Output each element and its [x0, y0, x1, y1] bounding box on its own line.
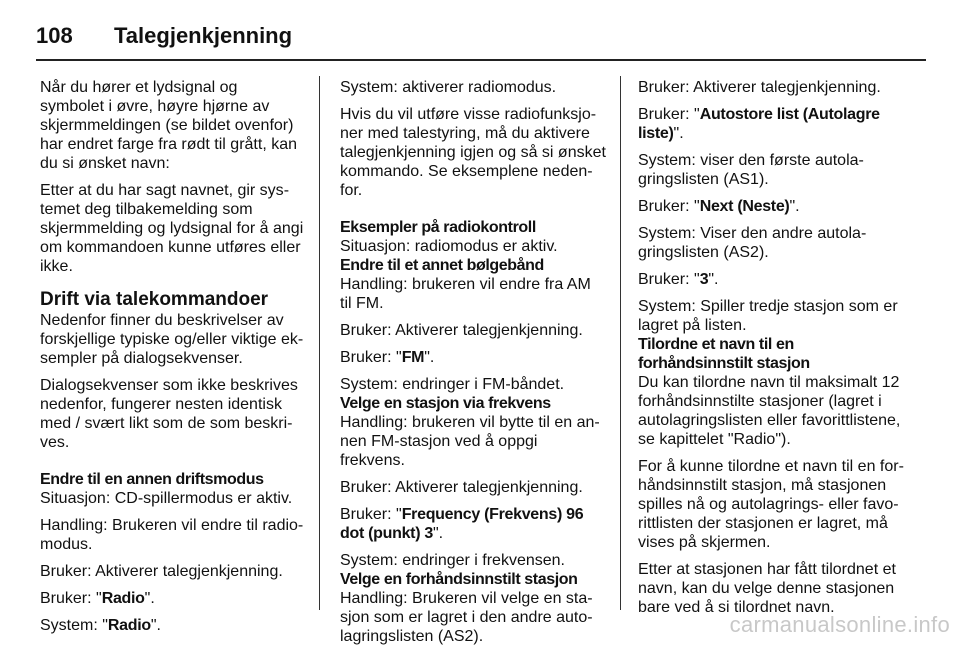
paragraph: Etter at stasjonen har fått tilordnet et navn, kan du velge denne stasjonen bare ved å si tilordnet navn.	[638, 561, 896, 616]
command-line	[340, 505, 606, 543]
paragraph: Bruker: Aktiverer talegjenkjenning.	[638, 79, 881, 96]
text: ".	[432, 525, 444, 542]
text: ".	[144, 590, 155, 607]
text: Bruker: "	[40, 590, 102, 607]
paragraph: Handling: brukeren vil bytte til en annen FM-stasjon ved å oppgi frekvens.	[340, 414, 600, 469]
paragraph: Bruker: Aktiverer talegjenkjenning.	[340, 322, 583, 339]
paragraph: System: endringer i frekvensen.	[340, 552, 565, 569]
column-divider-2	[620, 76, 621, 610]
voice-command: Autostore list (Autolagre liste)	[638, 106, 880, 142]
subsection-heading: Endre til et annet bølgebånd	[340, 257, 544, 274]
text: Bruker: "	[340, 349, 402, 366]
paragraph: System: Spiller tredje stasjon som er lagret på listen.	[638, 298, 898, 334]
paragraph: Situasjon: CD-spillermodus er aktiv.	[40, 490, 293, 507]
paragraph: System: viser den første autolagringslisten (AS1).	[638, 152, 864, 188]
page-number: 108	[36, 23, 73, 48]
column-3	[638, 78, 904, 625]
paragraph: System: endringer i FM-båndet.	[340, 376, 565, 393]
text: ".	[708, 271, 719, 288]
column-divider-1	[319, 76, 320, 610]
voice-command: 3	[699, 271, 709, 288]
watermark: carmanualsonline.info	[729, 612, 950, 637]
text: Bruker: "	[340, 506, 402, 523]
paragraph: For å kunne tilordne et navn til en forhåndsinnstilt stasjon, må stasjonen spilles nå og autolagrings- eller favorittlisten der stasjonen er lagret, må vises på skjermen.	[638, 458, 904, 551]
text: ".	[789, 198, 800, 215]
text: Bruker: "	[638, 271, 700, 288]
page-header	[36, 16, 926, 56]
paragraph: Handling: Brukeren vil endre til radiomodus.	[40, 517, 304, 553]
command-line	[638, 197, 904, 216]
column-2	[340, 78, 606, 654]
command-line	[40, 589, 304, 608]
voice-command: FM	[401, 349, 425, 366]
paragraph: Når du hører et lydsignal og symbolet i øvre, høyre hjørne av skjermmeldingen (se bildet ovenfor) har endret farge fra rødt til grått, kan du si ønsket navn:	[40, 79, 298, 172]
subsection-heading: Velge en stasjon via frekvens	[340, 395, 551, 412]
subsection-heading: Endre til en annen driftsmodus	[40, 471, 264, 488]
voice-command: Radio	[107, 617, 151, 634]
subsection-heading: Tilordne et navn til en forhåndsinnstilt stasjon	[638, 336, 810, 372]
paragraph: Bruker: Aktiverer talegjenkjenning.	[340, 479, 583, 496]
paragraph: Hvis du vil utføre visse radiofunksjoner med talestyring, må du aktivere talegjenkjenning igjen og så si ønsket kommando. Se eksemplene nedenfor.	[340, 106, 606, 199]
voice-command: Radio	[101, 590, 145, 607]
header-rule	[36, 59, 926, 61]
command-line	[340, 348, 606, 367]
section-heading: Drift via talekommandoer	[40, 289, 269, 310]
page-title: Talegjenkjenning	[114, 23, 293, 48]
text: Bruker: "	[638, 106, 700, 123]
paragraph: Etter at du har sagt navnet, gir systemet deg tilbakemelding som skjermmelding og lydsignal for å angi om kommandoen kunne utføres eller ikke.	[40, 182, 304, 275]
voice-command: Next (Neste)	[699, 198, 790, 215]
command-line	[638, 105, 904, 143]
text: System: "	[40, 617, 108, 634]
paragraph: System: Viser den andre autolagringslisten (AS2).	[638, 225, 867, 261]
subsection-heading: Eksempler på radiokontroll	[340, 219, 536, 236]
command-line	[638, 270, 904, 289]
paragraph: Handling: Brukeren vil velge en stasjon som er lagret i den andre autolagringslisten (AS2).	[340, 590, 593, 645]
text: ".	[673, 125, 684, 142]
paragraph: Situasjon: radiomodus er aktiv.	[340, 238, 558, 255]
paragraph: Nedenfor finner du beskrivelser av forskjellige typiske og/eller viktige eksempler på dialogsekvenser.	[40, 312, 304, 367]
paragraph: System: aktiverer radiomodus.	[340, 79, 557, 96]
command-line	[40, 616, 304, 635]
paragraph: Dialogsekvenser som ikke beskrives nedenfor, fungerer nesten identisk med / svært likt som de som beskrives.	[40, 377, 298, 451]
text: ".	[150, 617, 161, 634]
voice-command: Frequency (Frekvens) 96 dot (punkt) 3	[340, 506, 584, 542]
text: ".	[424, 349, 435, 366]
subsection-heading: Velge en forhåndsinnstilt stasjon	[340, 571, 578, 588]
column-1	[40, 78, 304, 643]
paragraph: Du kan tilordne navn til maksimalt 12 forhåndsinnstilte stasjoner (lagret i autolagringslisten eller favorittlistene, se kapittelet "Radio").	[638, 374, 901, 448]
paragraph: Handling: brukeren vil endre fra AM til FM.	[340, 276, 591, 312]
text: Bruker: "	[638, 198, 700, 215]
paragraph: Bruker: Aktiverer talegjenkjenning.	[40, 563, 283, 580]
